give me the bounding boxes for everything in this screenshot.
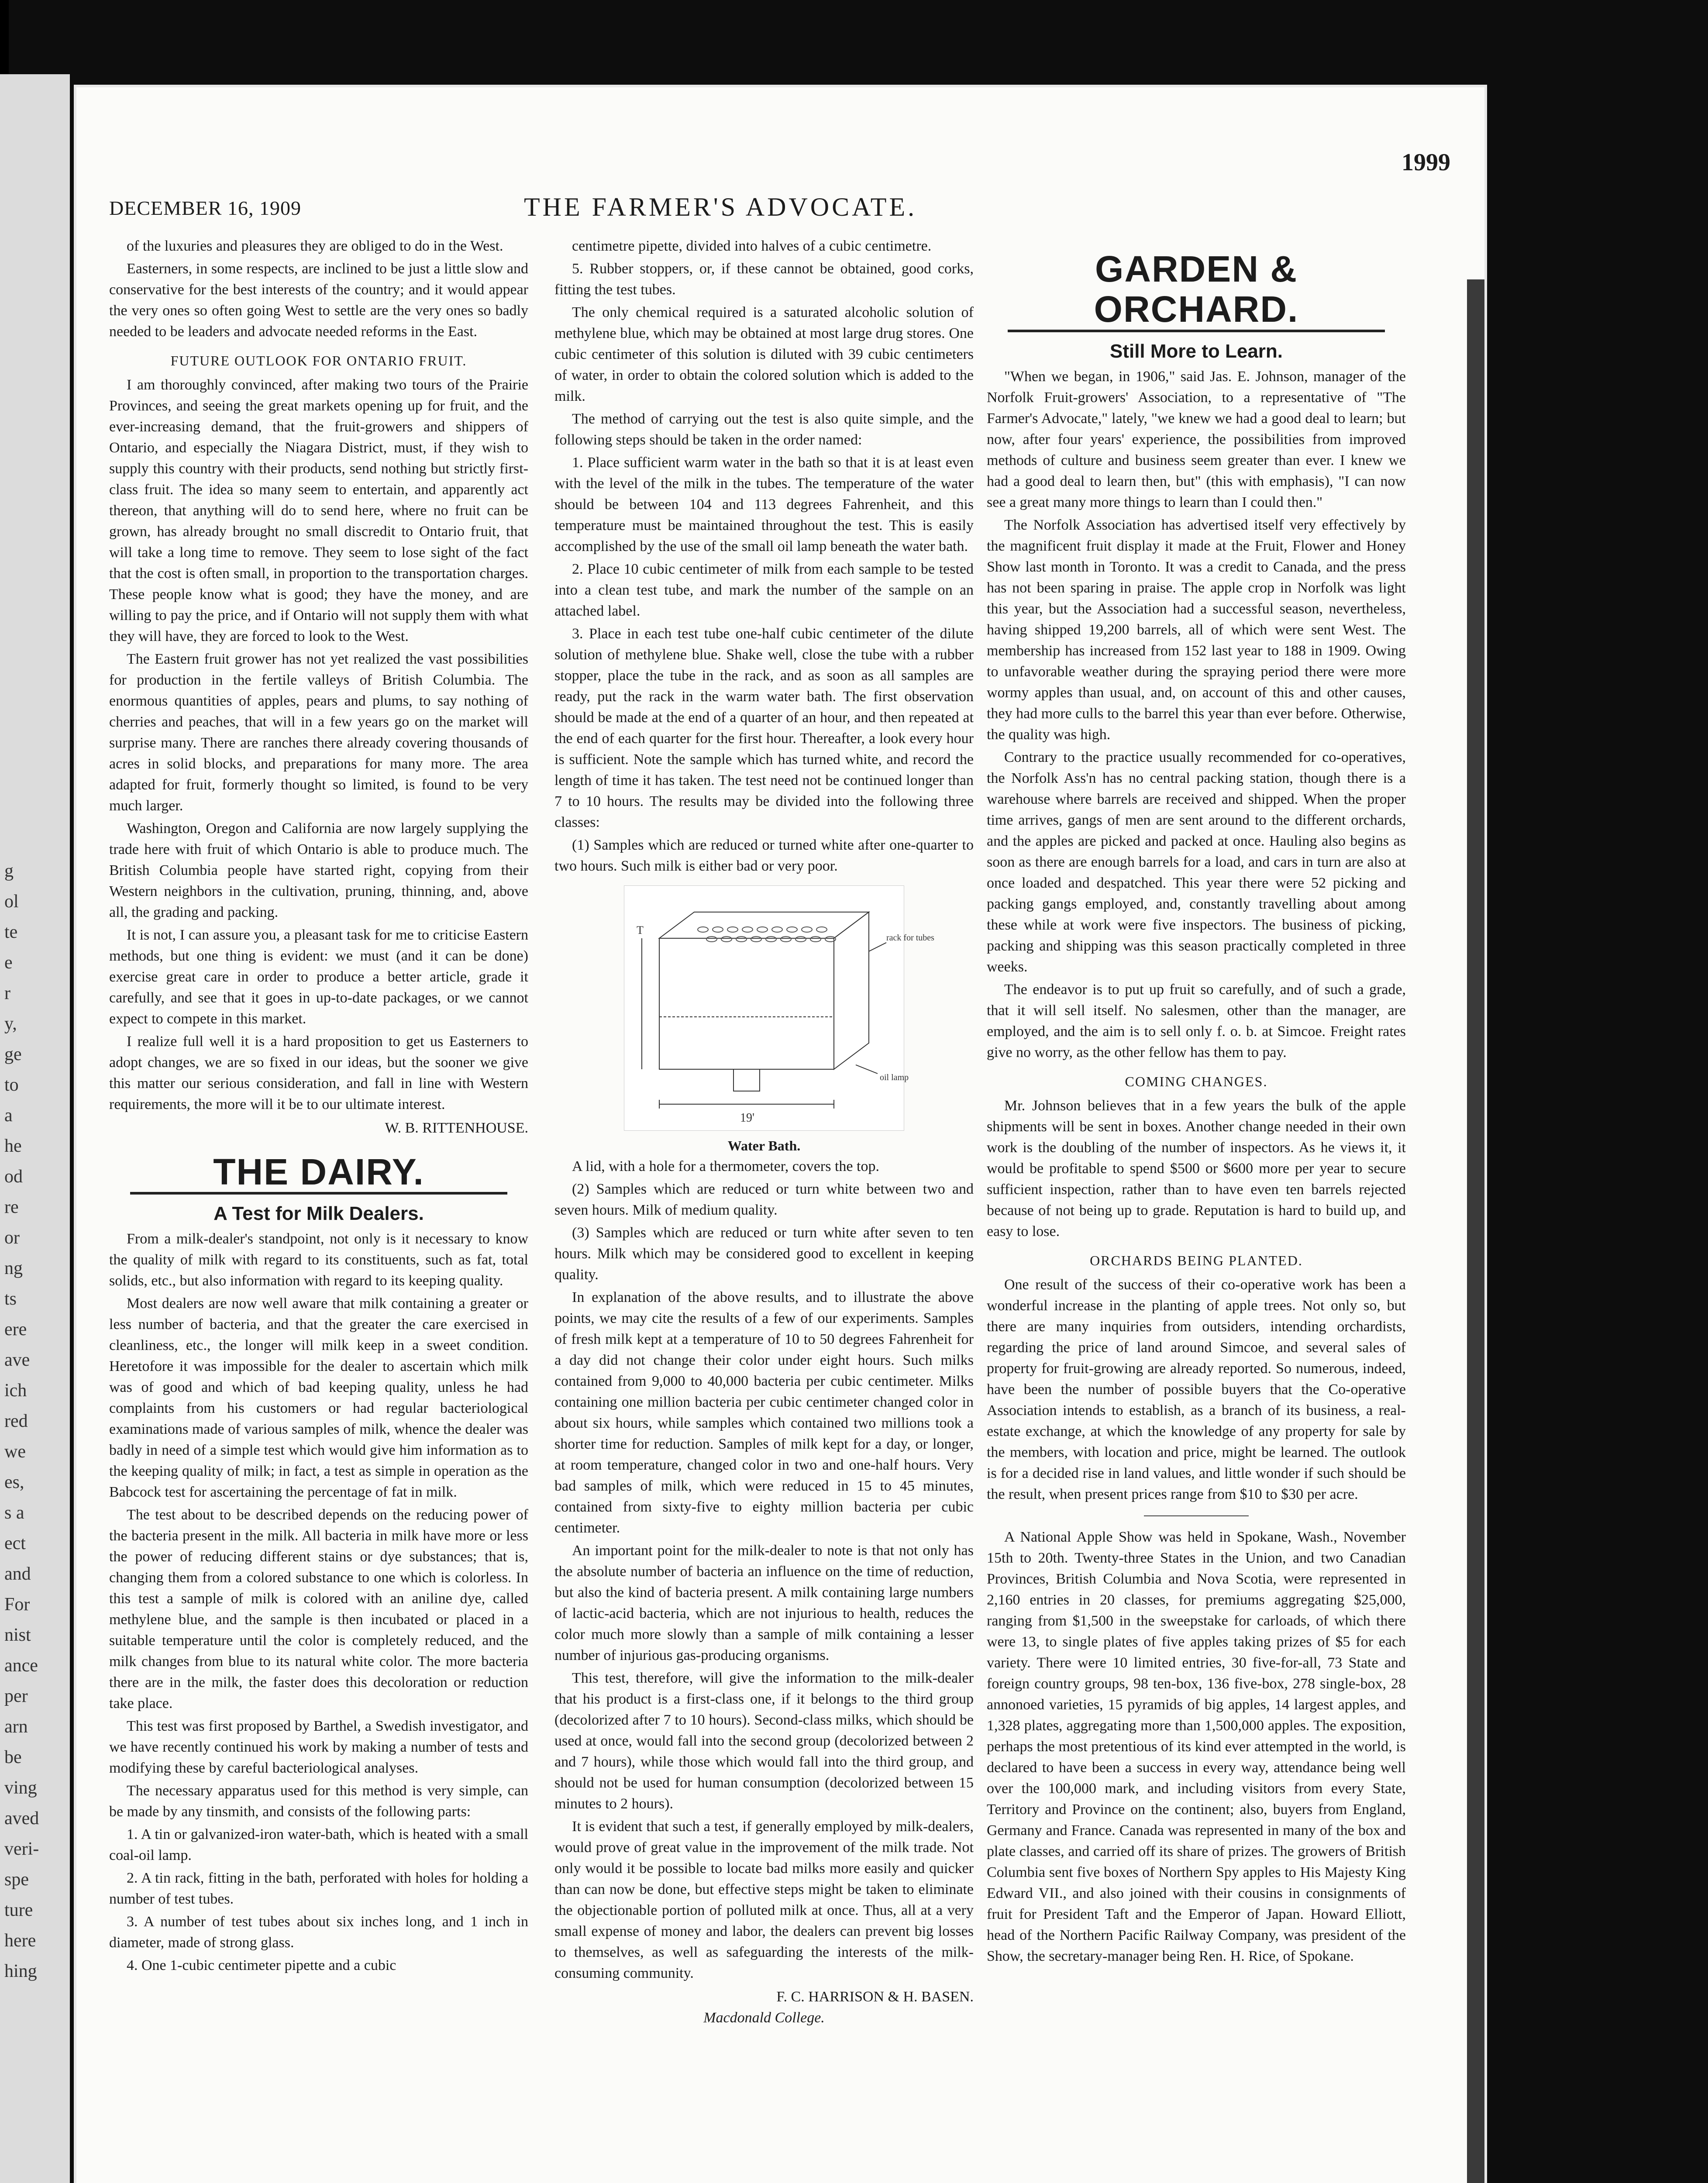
- test-tube-hole: [713, 927, 723, 932]
- paragraph: Most dealers are now well aware that milk containing a greater or less number of bacteria, and that the greater the care exercised in cleanliness, etc., the longer will milk keep in a sweet condition. Heretofore it was impossible for the dealer to ascertain which milk was of good and which of bad keeping quality, unless he had complaints from his customers or had regular bacteriological examinations made of various samples of milk, whence the dealer was badly in need of a simple test which would give him information as to the keeping quality of milk; in fact, a test as simple in operation as the Babcock test for ascertaining the percentage of fat in milk.: [109, 1295, 528, 1501]
- issue-date: DECEMBER 16, 1909: [109, 197, 301, 219]
- prev-page-text-fragment: ture: [4, 1900, 33, 1920]
- divider: [1144, 1515, 1249, 1516]
- prev-page-text-fragment: or: [4, 1228, 20, 1248]
- prev-page-text-fragment: re: [4, 1197, 19, 1217]
- prev-page-text-fragment: ere: [4, 1319, 27, 1339]
- prev-page-text-fragment: s a: [4, 1503, 24, 1523]
- paragraph: "When we began, in 1906," said Jas. E. Johnson, manager of the Norfolk Fruit-growers' Association, to a representative of "The Farmer's Advocate," lately, "we knew we had a good deal to learn; but now, after four years' experience, the possibilities from improved methods of culture and business seem greater than ever. I knew we had a good deal to learn then, but" (this with emphasis), "I can now see a great many more things to learn than I could then.": [987, 368, 1406, 510]
- prev-page-text-fragment: e: [4, 953, 13, 973]
- rack-label: rack for tubes: [886, 933, 934, 943]
- paragraph: It is not, I can assure you, a pleasant task for me to criticise Eastern methods, but one thing is evident: we must (and it can be done) exercise great care in order to produce a better article, grade it carefully, and see that it goes in up-to-date packages, or we cannot expect to compete in this market.: [109, 927, 528, 1027]
- prev-page-text-fragment: red: [4, 1411, 28, 1431]
- paragraph: The only chemical required is a saturated alcoholic solution of methylene blue, which may be obtained at most large drug stores. One cubic centimeter of this solution is diluted with 39 cubic centimeters of water, in order to obtain the colored solution which is added to the milk.: [554, 304, 974, 404]
- paragraph: The test about to be described depends on the reducing power of the bacteria present in the milk. All bacteria in milk have more or less the power of reducing different stains or dye substances; that is, changing them from a colored substance to one which is colorless. In this test a sample of milk is colored with an aniline dye, called methylene blue, and the sample is then incubated or placed in a suitable temperature until the color is completely reduced, and the milk changes from blue to its natural white color. The more bacteria there are in the milk, the faster does this decoloration or reduction take place.: [109, 1507, 528, 1712]
- test-tube-hole: [721, 937, 732, 942]
- prev-page-text-fragment: per: [4, 1686, 28, 1706]
- previous-page-fragment: [0, 74, 70, 2183]
- paragraph: 1. Place sufficient warm water in the bath so that it is at least even with the level of the milk in the tubes. The temperature of the water should be between 104 and 113 degrees Fahrenheit, and this temperature must be maintained throughout the test. This is easily accomplished by the use of the small oil lamp beneath the water bath.: [554, 455, 974, 554]
- paragraph: Mr. Johnson believes that in a few years the bulk of the apple shipments will be sent in boxes. Another change needed in their own work is the doubling of the number of inspectors. As he views it, it would be profitable to spend $500 or $600 more per year to secure sufficient inspection, rather than to have even ten barrels rejected because of not being up to grade. Reputation is hard to build up, and easy to lose.: [987, 1097, 1406, 1240]
- prev-page-text-fragment: ts: [4, 1289, 17, 1309]
- prev-page-text-fragment: we: [4, 1442, 26, 1462]
- paragraph: of the luxuries and pleasures they are obliged to do in the West.: [127, 238, 503, 254]
- prev-page-text-fragment: For: [4, 1594, 30, 1615]
- subheading: FUTURE OUTLOOK FOR ONTARIO FRUIT.: [170, 353, 467, 368]
- paragraph: (3) Samples which are reduced or turn white after seven to ten hours. Milk which may be considered good to excellent in keeping quality.: [554, 1225, 974, 1283]
- water-bath-illustration: [624, 885, 934, 1131]
- test-tube-hole: [751, 937, 761, 942]
- paragraph: The Eastern fruit grower has not yet realized the vast possibilities for production in the fertile valleys of British Columbia. The enormous quantities of apples, pears and plums, to say nothing of cherries and peaches, that will in a few years go on the market will surprise many. There are ranches there already covering thousands of acres in solid blocks, and preparations for many more. The area adapted for fruit, formerly thought so limited, is found to be very much larger.: [109, 651, 528, 814]
- prev-page-text-fragment: g: [4, 861, 14, 881]
- paragraph: 2. A tin rack, fitting in the bath, perforated with holes for holding a number of test tubes.: [109, 1870, 528, 1908]
- prev-page-text-fragment: ol: [4, 892, 19, 912]
- test-tube-hole: [757, 927, 768, 932]
- test-tube-hole: [727, 927, 738, 932]
- paragraph: An important point for the milk-dealer to note is that not only has the absolute number of bacteria an influence on the time of reduction, but also the kind of bacteria present. A milk containing large numbers of lactic-acid bacteria, which are not injurious to health, reduces the color much more slowly than a sample of milk containing a lesser number of injurious gas-producing organisms.: [554, 1543, 974, 1663]
- paragraph: (2) Samples which are reduced or turn white between two and seven hours. Milk of medium quality.: [554, 1181, 974, 1218]
- prev-page-text-fragment: spe: [4, 1870, 29, 1890]
- paragraph: From a milk-dealer's standpoint, not only is it necessary to know the quality of milk with regard to its constituents, such as fat, total solids, etc., but also information with regard to its keeping quality.: [109, 1231, 528, 1289]
- column-2: [554, 236, 974, 2028]
- paragraph: (1) Samples which are reduced or turned white after one-quarter to two hours. Such milk is either bad or very poor.: [554, 837, 974, 874]
- subheading: ORCHARDS BEING PLANTED.: [1090, 1252, 1303, 1268]
- prev-page-text-fragment: y,: [4, 1014, 17, 1034]
- signature: F. C. HARRISON & H. BASEN.: [776, 1989, 974, 2005]
- paragraph: I am thoroughly convinced, after making two tours of the Prairie Provinces, and seeing the great markets opening up for fruit, and the ever-increasing demand, that the fruit-growers and shippers of Ontario, and especially the Niagara District, must, if they wish to supply this country with their products, send nothing but strictly first-class fruit. The idea so many seem to entertain, and apparently act thereon, that anything will do to send here, where no fruit can be grown, has already brought no small discredit to Ontario fruit, that will take a long time to remove. They seem to lose sight of the fact that the cost is often small, in proportion to the transportation charges. These people know what is good; they have the money, and are willing to pay the price, and if Ontario will not supply them with what they will have, they are forced to look to the West.: [109, 377, 528, 644]
- paragraph: The method of carrying out the test is also quite simple, and the following steps should be taken in the order named:: [554, 411, 974, 448]
- paragraph: This test, therefore, will give the information to the milk-dealer that his product is a first-class one, if it belongs to the third group (decolorized after 7 to 10 hours). Second-class milks, which should be used at once, would fall into the second group (decolorized between 2 and 7 hours), while those which would fall into the third group, and should not be used for human consumption (decolorized between 15 minutes to 2 hours).: [554, 1670, 974, 1812]
- water-bath-drawing: [624, 886, 934, 1130]
- test-tube-hole: [781, 937, 791, 942]
- paragraph: One result of the success of their co-operative work has been a wonderful increase in the planting of apple trees. Not only so, but there are many inquiries from outsiders, intending orchardists, regarding the price of land around Simcoe, and several sales of property for fruit-growing are already reported. So numerous, indeed, have been the number of possible buyers that the Co-operative Association intends to establish, as a branch of its business, a real-estate exchange, at which the knowledge of any property for sale by the members, with location and price, might be learned. The outlook is for a decided rise in land values, and little wonder if such should be the result, when present prices range from $10 to $30 per acre.: [987, 1276, 1406, 1502]
- test-tube-hole: [795, 937, 806, 942]
- page-edge-shadow: [1467, 279, 1484, 2183]
- test-tube-hole: [772, 927, 782, 932]
- paragraph: It is evident that such a test, if generally employed by milk-dealers, would prove of great value in the improvement of the milk trade. Not only would it be possible to locate bad milks more easily and quicker than can now be done, but effective steps might be taken to eliminate the objectionable portion of polluted milk at once. Thus, all at a very small expense of money and labor, the dealers can prevent big losses to themselves, as well as safeguarding the interests of the milk-consuming community.: [554, 1818, 974, 1981]
- paragraph: This test was first proposed by Barthel, a Swedish investigator, and we have recently continued his work by making a number of tests and modifying these by careful bacteriological analyses.: [109, 1718, 528, 1777]
- figure-note: A lid, with a hole for a thermometer, covers the top.: [572, 1158, 879, 1174]
- dimension-label: 19': [740, 1111, 755, 1125]
- prev-page-text-fragment: ge: [4, 1044, 22, 1064]
- paragraph: centimetre pipette, divided into halves of a cubic centimetre.: [572, 238, 932, 254]
- subheading: COMING CHANGES.: [1125, 1073, 1268, 1089]
- test-tube-hole: [802, 927, 812, 932]
- test-tube-hole: [706, 937, 717, 942]
- test-tube-hole: [742, 927, 753, 932]
- paragraph: Contrary to the practice usually recommended for co-operatives, the Norfolk Ass'n has no central packing station, though there is a warehouse where barrels are received and shipped. When the proper time arrives, gangs of men are sent around to the different orchards, and the apples are picked and packed at once. Hauling also begins as soon as there are enough barrels for a load, and cars in turn are also at once loaded and despatched. This year there were 52 picking and packing gangs employed, and, constantly travelling about among these while at work were five inspectors. The business of picking, packing and shipping was this season practically completed in three weeks.: [987, 749, 1406, 975]
- prev-page-text-fragment: es,: [4, 1472, 24, 1492]
- lamp-label: oil lamp: [880, 1073, 909, 1082]
- section-head-garden-orchard: GARDEN & ORCHARD.: [1008, 249, 1385, 332]
- page-header: [109, 149, 1463, 223]
- paragraph: 4. One 1-cubic centimeter pipette and a cubic: [127, 1957, 396, 1974]
- test-tube-hole: [816, 927, 827, 932]
- paragraph: 5. Rubber stoppers, or, if these cannot be obtained, good corks, fitting the test tubes.: [554, 261, 974, 298]
- test-tube-hole: [787, 927, 797, 932]
- paragraph: 2. Place 10 cubic centimeter of milk from each sample to be tested into a clean test tube, and mark the number of the sample on an attached label.: [554, 561, 974, 619]
- test-tube-hole: [698, 927, 708, 932]
- paragraph: Easterners, in some respects, are inclined to be just a little slow and conservative for the best interests of the country; and it would appear the very ones so often going West to settle are the very ones so badly needed to be leaders and advocate needed reforms in the East.: [109, 261, 528, 340]
- prev-page-text-fragment: nist: [4, 1625, 31, 1645]
- test-tube-hole: [736, 937, 747, 942]
- prev-page-text-fragment: ave: [4, 1350, 30, 1370]
- prev-page-text-fragment: veri-: [4, 1839, 39, 1859]
- column-3: [987, 236, 1406, 1969]
- section-head-dairy: THE DAIRY.: [130, 1152, 507, 1195]
- prev-page-text-fragment: be: [4, 1747, 22, 1767]
- prev-page-text-fragment: ance: [4, 1656, 38, 1676]
- prev-page-text-fragment: aved: [4, 1808, 39, 1828]
- prev-page-text-fragment: od: [4, 1167, 23, 1187]
- masthead: THE FARMER'S ADVOCATE.: [524, 193, 917, 221]
- affiliation: Macdonald College.: [703, 2010, 825, 2026]
- paragraph: 3. A number of test tubes about six inches long, and 1 inch in diameter, made of strong glass.: [109, 1914, 528, 1951]
- signature: W. B. RITTENHOUSE.: [385, 1120, 528, 1136]
- prev-page-text-fragment: a: [4, 1105, 13, 1126]
- paragraph: The necessary apparatus used for this method is very simple, can be made by any tinsmith, and consists of the following parts:: [109, 1783, 528, 1820]
- prev-page-text-fragment: ng: [4, 1258, 23, 1278]
- column-1: [109, 236, 528, 1978]
- figure-caption: Water Bath.: [727, 1138, 801, 1153]
- prev-page-text-fragment: he: [4, 1136, 22, 1156]
- prev-page-text-fragment: to: [4, 1075, 19, 1095]
- paragraph: A National Apple Show was held in Spokane, Wash., November 15th to 20th. Twenty-three States in the Union, and two Canadian Provinces, British Columbia and Nova Scotia, were represented in 2,160 entries in 20 classes, for premiums aggregating $25,000, ranging from $1,500 in the sweepstake for carloads, of which there were 13, to single plates of five apples taking prizes of $5 for each variety. There were 10 limited entries, 30 five-for-all, 73 State and foreign country groups, 98 ten-box, 136 five-box, 278 single-box, 28 annonoed varieties, 15 pyramids of big apples, 14 largest apples, and 1,328 plates, aggregating more than 1,500,000 apples. The exposition, perhaps the most pretentious of its kind ever attempted in the world, is declared to have been a success in every way, attendance being well over the 100,000 mark, and including visitors from every State, Territory and Province on the continent; also, buyers from England, Germany and France. Canada was represented in many of the box and plate classes, and carried off its share of prizes. The growers of British Columbia sent five boxes of Northern Spy apples to His Majesty King Edward VII., and also joined with their cousins in consignments of fruit for President Taft and the Emperor of Japan. Howard Elliott, head of the Northern Pacific Railway Company, was president of the Show, the secretary-manager being Ren. H. Rice, of Spokane.: [987, 1529, 1406, 1964]
- test-tube-hole: [810, 937, 821, 942]
- prev-page-text-fragment: te: [4, 922, 18, 942]
- article-title: Still More to Learn.: [1109, 340, 1283, 362]
- paragraph: The endeavor is to put up fruit so carefully, and of such a grade, that it will sell itself. No salesmen, other than the manager, are employed, and the aim is to sell only f. o. b. at Simcoe. Freight rates give no worry, as the other fellow has them to pay.: [987, 981, 1406, 1061]
- prev-page-text-fragment: ect: [4, 1533, 26, 1553]
- paragraph: Washington, Oregon and California are now largely supplying the trade here with fruit of which Ontario is able to produce much. The British Columbia people have started right, copying from their Western neighbors in the cultivation, pruning, thinning, and, above all, the grading and packing.: [109, 820, 528, 920]
- test-tube-hole: [766, 937, 776, 942]
- article-title: A Test for Milk Dealers.: [214, 1203, 424, 1225]
- prev-page-text-fragment: hing: [4, 1961, 37, 1981]
- paragraph: 1. A tin or galvanized-iron water-bath, which is heated with a small coal-oil lamp.: [109, 1826, 528, 1864]
- prev-page-text-fragment: arn: [4, 1717, 28, 1737]
- prev-page-text-fragment: ving: [4, 1778, 37, 1798]
- paragraph: The Norfolk Association has advertised itself very effectively by the magnificent fruit display it made at the Fruit, Flower and Honey Show last month in Toronto. It was a credit to Canada, and the press has not been sparing in praise. The apple crop in Norfolk was light this year, but the Association had a successful season, nevertheless, having shipped 19,200 barrels, all of which were sent West. The membership has increased from 152 last year to 188 in 1909. Owing to unfavorable weather during the spraying period there were more wormy apples than usual, and, on account of this and other causes, they had more culls to the barrel this year than ever before. Otherwise, the quality was high.: [987, 516, 1406, 743]
- paragraph: I realize full well it is a hard proposition to get us Easterners to adopt changes, we are so fixed in our ideas, but the sooner we give this matter our serious consideration, and fall in line with Western requirements, the more will it be to our ultimate interest.: [109, 1033, 528, 1112]
- prev-page-text-fragment: r: [4, 983, 10, 1003]
- paragraph: In explanation of the above results, and to illustrate the above points, we may cite the results of a few of our experiments. Samples of fresh milk kept at a temperature of 10 to 50 degrees Fahrenheit for a day did not change their color under eight hours. Such milks contained from 9,000 to 40,000 bacteria per cubic centimeter. Milks containing one million bacteria per cubic centimeter changed color in about six hours, while samples which contained two millions took a shorter time for reduction. Samples of milk kept for a day, or longer, at room temperature, changed color in two and one-half hours. Very bad samples of milk, which were reduced in 15 to 45 minutes, contained from sixty-five to eighty million bacteria per cubic centimeter.: [554, 1289, 974, 1536]
- prev-page-text-fragment: here: [4, 1931, 36, 1951]
- paragraph: 3. Place in each test tube one-half cubic centimeter of the dilute solution of methylene blue. Shake well, close the tube with a rubber stopper, place the tube in the rack, and as soon as all samples are ready, put the rack in the warm water bath. The first observation should be made at the end of a quarter of an hour, and then repeated at the end of each quarter for the first hour. Thereafter, a look every hour is sufficient. Note the sample which has turned white, and record the length of time it has taken. The test need not be continued longer than 7 to 10 hours. The results may be divided into the following three classes:: [554, 626, 974, 830]
- prev-page-text-fragment: ich: [4, 1381, 27, 1401]
- height-label: T: [637, 924, 644, 937]
- page-number: 1999: [1402, 149, 1450, 176]
- prev-page-text-fragment: and: [4, 1564, 31, 1584]
